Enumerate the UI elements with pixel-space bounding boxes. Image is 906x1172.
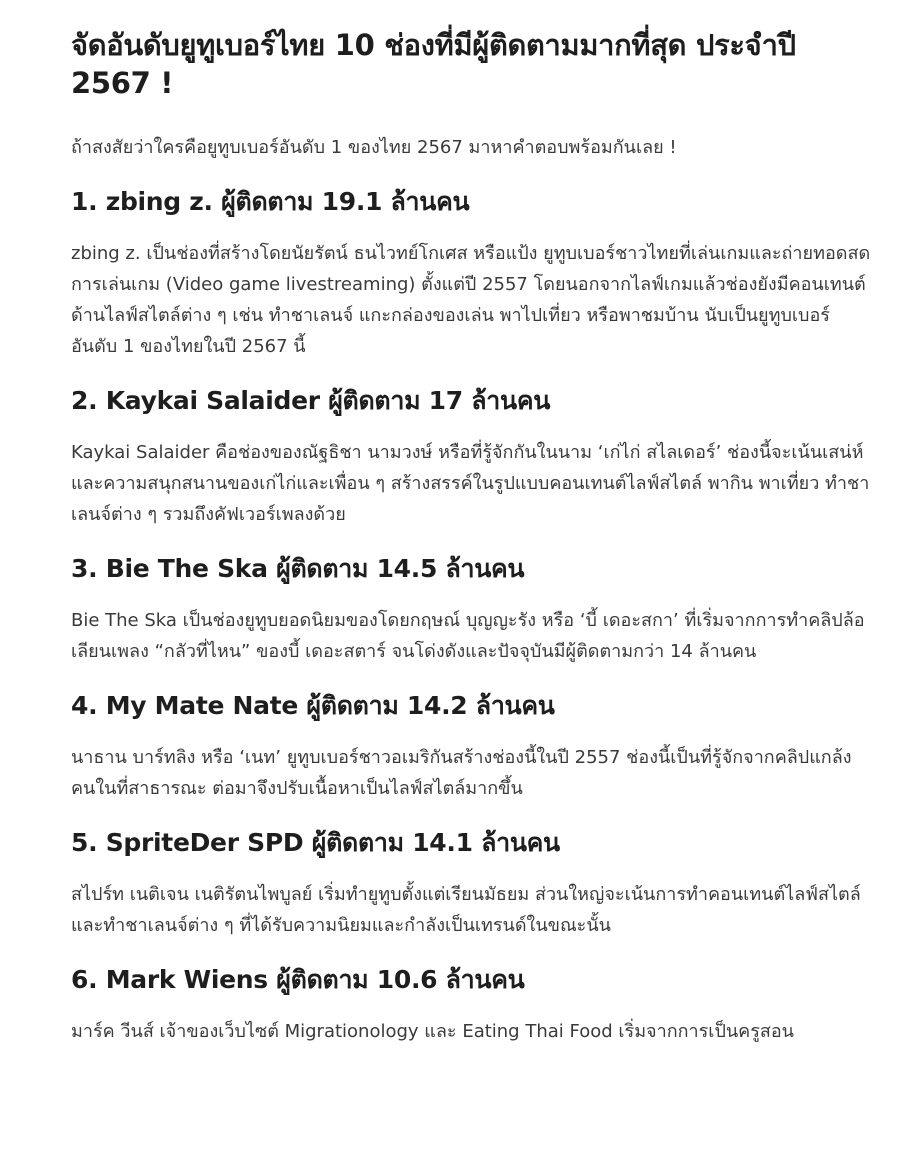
section-body-2: Kaykai Salaider คือช่องของณัฐธิชา นามวงษ์ หรือที่รู้จักกันในนาม ‘เก่ไก่ สไลเดอร์’ ช่องนี้จะเน้นเสน่ห์และความสนุกสนานของเก่ไก่และเพื่อน ๆ สร้างสรรค์ในรูปแบบคอนเทนต์ไลฟ์สไตล์ พากิน พาเที่ยว ทำชาเลนจ์ต่าง ๆ รวมถึงคัฟเวอร์เพลงด้วย [71, 442, 870, 525]
page-title: จัดอันดับยูทูเบอร์ไทย 10 ช่องที่มีผู้ติดตามมากที่สุด ประจำปี 2567 ! [71, 28, 796, 100]
section-heading-1: 1. zbing z. ผู้ติดตาม 19.1 ล้านคน [71, 187, 470, 216]
section-body-1: zbing z. เป็นช่องที่สร้างโดยนัยรัตน์ ธนไวทย์โกเศส หรือแป้ง ยูทูบเบอร์ชาวไทยที่เล่นเกมและถ่ายทอดสดการเล่นเกม (Video game livestreaming) ตั้งแต่ปี 2557 โดยนอกจากไลฟ์เกมแล้วช่องยังมีคอนเทนต์ด้านไลฟ์สไตล์ต่าง ๆ เช่น ทำชาเลนจ์ แกะกล่องของเล่น พาไปเที่ยว หรือพาชมบ้าน นับเป็นยูทูบเบอร์อันดับ 1 ของไทยในปี 2567 นี้ [71, 243, 871, 357]
section-heading-5: 5. SpriteDer SPD ผู้ติดตาม 14.1 ล้านคน [71, 828, 560, 857]
section-body-6: มาร์ค วีนส์ เจ้าของเว็บไซต์ Migrationology และ Eating Thai Food เริ่มจากการเป็นครูสอน [71, 1021, 794, 1042]
section-heading-2: 2. Kaykai Salaider ผู้ติดตาม 17 ล้านคน [71, 386, 551, 415]
section-heading-6: 6. Mark Wiens ผู้ติดตาม 10.6 ล้านคน [71, 965, 525, 994]
section-body-5: สไปร์ท เนติเจน เนติรัตนไพบูลย์ เริ่มทำยูทูบตั้งแต่เรียนมัธยม ส่วนใหญ่จะเน้นการทำคอนเทนต์ไลฟ์สไตล์และทำชาเลนจ์ต่าง ๆ ที่ได้รับความนิยมและกำลังเป็นเทรนด์ในขณะนั้น [71, 884, 861, 936]
section-heading-3: 3. Bie The Ska ผู้ติดตาม 14.5 ล้านคน [71, 554, 525, 583]
section-heading-4: 4. My Mate Nate ผู้ติดตาม 14.2 ล้านคน [71, 691, 555, 720]
section-body-3: Bie The Ska เป็นช่องยูทูบยอดนิยมของโดยกฤษณ์ บุญญะรัง หรือ ‘บี้ เดอะสกา’ ที่เริ่มจากการทำคลิปล้อเลียนเพลง “กลัวที่ไหน” ของบี้ เดอะสตาร์ จนโด่งดังและปัจจุบันมีผู้ติดตามกว่า 14 ล้านคน [71, 610, 865, 662]
section-body-4: นาธาน บาร์ทลิง หรือ ‘เนท’ ยูทูบเบอร์ชาวอเมริกันสร้างช่องนี้ในปี 2557 ช่องนี้เป็นที่รู้จักจากคลิปแกล้งคนในที่สาธารณะ ต่อมาจึงปรับเนื้อหาเป็นไลฟ์สไตล์มากขึ้น [71, 747, 852, 799]
intro-paragraph: ถ้าสงสัยว่าใครคือยูทูบเบอร์อันดับ 1 ของไทย 2567 มาหาคำตอบพร้อมกันเลย ! [71, 137, 677, 158]
